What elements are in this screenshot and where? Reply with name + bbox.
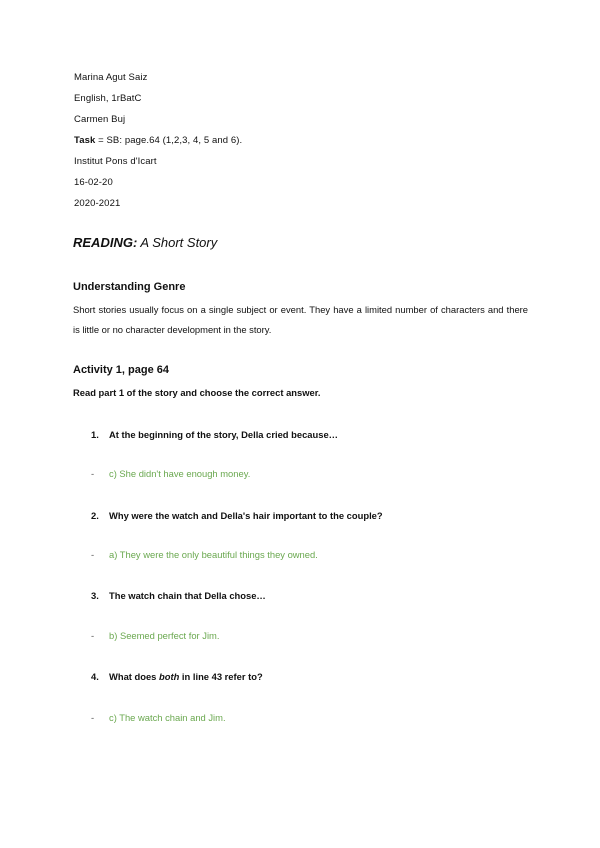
answer-text: b) Seemed perfect for Jim. xyxy=(109,630,220,641)
question-text: The watch chain that Della chose… xyxy=(109,590,266,601)
question-3 xyxy=(91,590,266,601)
title-bold: READING: xyxy=(73,235,138,250)
page-title xyxy=(73,235,217,250)
question-number: 3. xyxy=(91,590,99,601)
answer-bullet: - xyxy=(91,468,95,479)
answer-2 xyxy=(91,549,318,560)
date: 16-02-20 xyxy=(74,177,113,188)
question-2 xyxy=(91,510,383,521)
answer-bullet: - xyxy=(91,712,95,723)
teacher-name: Carmen Buj xyxy=(74,114,126,125)
question-text-post: in line 43 refer to? xyxy=(179,671,263,682)
student-name: Marina Agut Saiz xyxy=(74,72,148,83)
school-year: 2020-2021 xyxy=(74,198,121,209)
title-rest: A Short Story xyxy=(137,235,218,250)
question-number: 1. xyxy=(91,429,99,440)
answer-1 xyxy=(91,468,250,479)
answer-text: a) They were the only beautiful things they owned. xyxy=(109,549,318,560)
answer-4 xyxy=(91,712,226,723)
answer-3 xyxy=(91,630,219,641)
genre-heading: Understanding Genre xyxy=(73,281,186,293)
school-name: Institut Pons d'Icart xyxy=(74,156,157,167)
activity-instruction: Read part 1 of the story and choose the correct answer. xyxy=(73,387,321,398)
question-text-emphasis: both xyxy=(159,671,180,682)
question-4 xyxy=(91,671,263,682)
answer-bullet: - xyxy=(91,630,95,641)
question-number: 2. xyxy=(91,510,99,521)
answer-text: c) She didn't have enough money. xyxy=(109,468,251,479)
course: English, 1rBatC xyxy=(74,93,142,104)
answer-bullet: - xyxy=(91,549,95,560)
activity-heading: Activity 1, page 64 xyxy=(73,364,169,376)
question-1 xyxy=(91,429,338,440)
question-text: Why were the watch and Della's hair important to the couple? xyxy=(109,510,383,521)
task-text: = SB: page.64 (1,2,3, 4, 5 and 6). xyxy=(95,135,243,146)
genre-paragraph: Short stories usually focus on a single subject or event. They have a limited number of characters and there is little or no character development in the story. xyxy=(73,304,528,335)
question-number: 4. xyxy=(91,671,99,682)
task-label: Task xyxy=(74,135,96,146)
question-text-pre: What does xyxy=(109,671,160,682)
answer-text: c) The watch chain and Jim. xyxy=(109,712,226,723)
task-line xyxy=(74,135,242,146)
question-text: At the beginning of the story, Della cried because… xyxy=(109,429,339,440)
